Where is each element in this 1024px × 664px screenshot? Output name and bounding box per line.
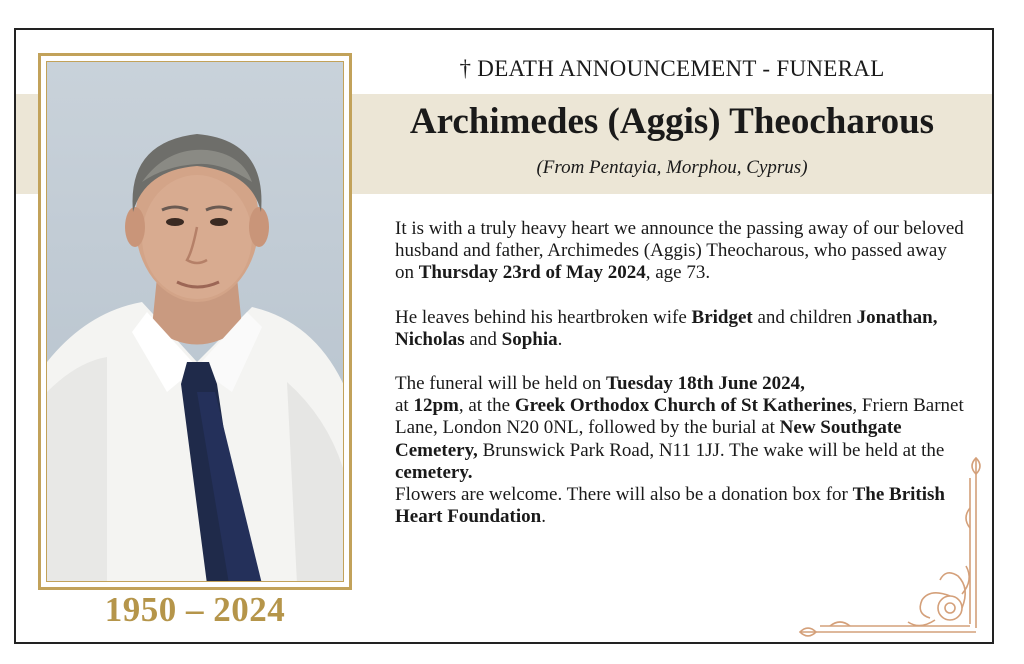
paragraph-family: He leaves behind his heartbroken wife Bridget and children Jonathan, Nicholas and Sophia. [395, 306, 938, 350]
announcement-header: † DEATH ANNOUNCEMENT - FUNERAL [459, 56, 885, 81]
wife-name: Bridget [691, 306, 753, 328]
paragraph-funeral: The funeral will be held on Tuesday 18th June 2024, at 12pm, at the Greek Orthodox Church of St Katherines, Friern Barnet Lane, London N20 0NL, followed by the burial at New Southgate Cemetery, Brunswick Park Road, N11 1JJ. The wake will be held at the cemetery. Flowers are welcome. There will also be a donation box for The British Heart Foundation. [395, 373, 964, 528]
charity-name: The British Heart Foundation [395, 484, 945, 528]
life-years: 1950 – 2024 [104, 590, 286, 629]
children-names: Jonathan, Nicholas [395, 306, 938, 350]
cemetery-name: New Southgate Cemetery, [395, 417, 902, 461]
funeral-date: Tuesday 18th June 2024, [606, 373, 805, 395]
deceased-name: Archimedes (Aggis) Theocharous [409, 101, 935, 142]
portrait-photo [46, 61, 344, 582]
child-name-sophia: Sophia [501, 328, 558, 350]
portrait-frame [38, 53, 352, 590]
corner-ornament-icon [790, 448, 990, 640]
funeral-time: 12pm [413, 395, 459, 417]
deceased-origin: (From Pentayia, Morphou, Cyprus) [536, 157, 808, 178]
portrait-illustration [47, 62, 344, 582]
date-of-passing: Thursday 23rd of May 2024 [418, 262, 646, 284]
wake-location: cemetery. [395, 461, 473, 483]
paragraph-passing: It is with a truly heavy heart we announce the passing away of our beloved husband and father, Archimedes (Aggis) Theocharous, who passed away on Thursday 23rd of May 2024, age 73. [395, 218, 964, 284]
church-name: Greek Orthodox Church of St Katherines [514, 395, 853, 417]
